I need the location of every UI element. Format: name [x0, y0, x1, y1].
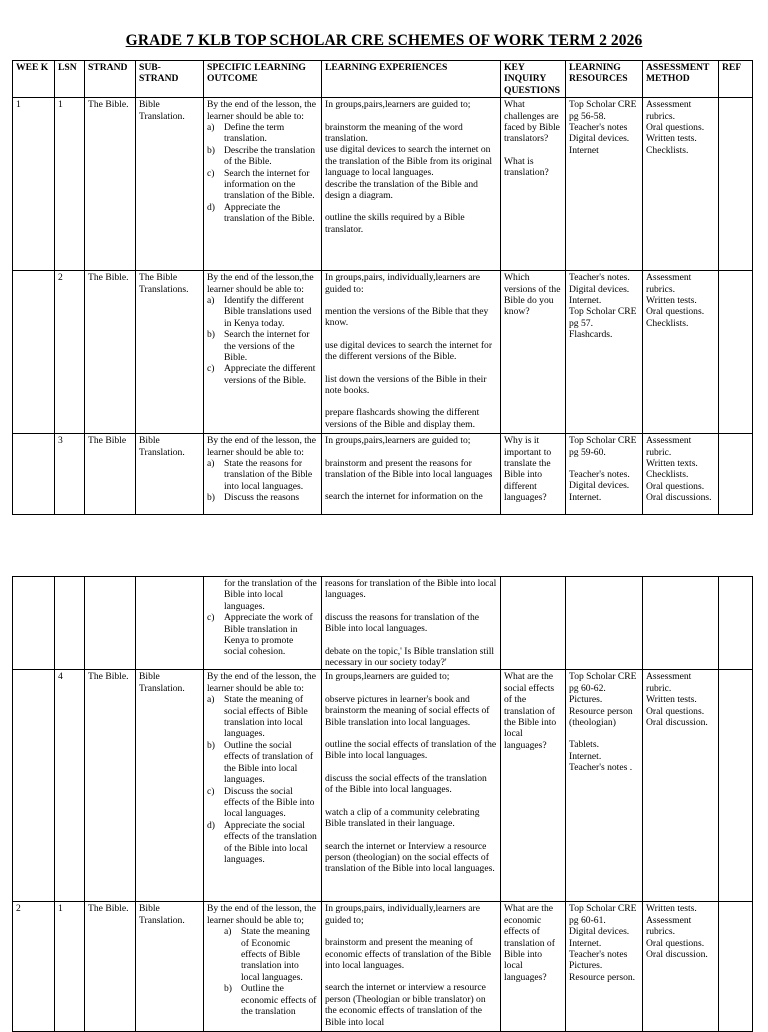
learning-resources-cell-line: Internet.	[569, 491, 602, 503]
learning-resources-cell-line: Digital devices.	[569, 283, 630, 295]
assessment-line: Assessment rubric.	[646, 671, 692, 694]
page-title: GRADE 7 KLB TOP SCHOLAR CRE SCHEMES OF WORK TERM 2 2026	[125, 32, 643, 49]
learning-experiences-cell-line: observe pictures in learner's book and brainstorm the meaning of social effects of Bible translation into local languages.	[325, 693, 490, 728]
ref-cell	[719, 271, 753, 434]
learning-experiences-cell-line: brainstorm and present the meaning of economic effects of translation of the Bible into local languages.	[325, 937, 492, 972]
learning-resources-cell-line: Flashcards.	[569, 329, 613, 341]
assessment-cell	[643, 902, 719, 1032]
outcome-item: c) Search the internet for information on the translation of the Bible.	[224, 168, 318, 202]
table-header-row	[13, 61, 753, 98]
learning-resources-cell-line: Top Scholar CRE pg 56-58.	[569, 99, 637, 122]
learning-experiences-cell	[322, 902, 501, 1032]
outcome-intro: By the end of the lesson, the learner should be able to:	[207, 435, 316, 458]
outcome-list	[207, 295, 318, 386]
assessment-line: Written tests.	[646, 694, 697, 706]
outcome-list	[207, 612, 318, 658]
assessment-line: Oral discussion.	[646, 717, 708, 729]
learning-experiences-cell-line: watch a clip of a community celebrating Bible translated in their language.	[325, 806, 480, 830]
assessment-line: Written tests.	[646, 295, 697, 307]
assessment-line: Assessment rubrics.	[646, 272, 692, 295]
learning-resources-cell	[566, 434, 643, 515]
table-row	[13, 902, 753, 1032]
learning-resources-cell-line: Resource person.	[569, 971, 636, 983]
learning-resources-cell-line: Internet.	[569, 937, 602, 949]
assessment-line: Written tests.	[646, 903, 697, 915]
ref-cell	[719, 902, 753, 1032]
week-cell	[13, 271, 55, 434]
key-inquiry-cell-line: Why is it important to translate the Bible into different languages?	[504, 435, 552, 504]
learning-resources-cell-line: Internet	[569, 144, 599, 156]
learning-resources-cell	[566, 902, 643, 1032]
learning-experiences-cell-line: In groups,pairs, individually,learners are guided to;	[325, 903, 480, 926]
sub-strand-cell: Bible Translation.	[136, 902, 204, 1032]
week-cell: 1	[13, 98, 55, 271]
learning-experiences-cell-line: use digital devices to search the internet for the different versions of the Bible.	[325, 339, 493, 363]
learning-experiences-cell-line: discuss the reasons for translation of the Bible into local languages.	[325, 611, 479, 635]
learning-resources-cell-line: Top Scholar CRE pg 57.	[569, 306, 637, 329]
outcome-list	[207, 926, 318, 1017]
header-strand: STRAND	[85, 61, 136, 98]
assessment-cell	[643, 434, 719, 515]
outcome-item: a) Define the term translation.	[224, 122, 318, 145]
learning-experiences-cell-line: In groups,pairs, individually,learners are guided to:	[325, 272, 480, 295]
assessment-line: Oral questions.	[646, 306, 705, 318]
learning-experiences-cell-line: use digital devices to search the internet on the translation of the Bible from its original language to local languages.	[325, 144, 493, 179]
header-learning-experiences: LEARNING EXPERIENCES	[322, 61, 501, 98]
learning-outcome-cell	[204, 902, 322, 1032]
outcome-intro: By the end of the lesson,the learner should be able to:	[207, 272, 314, 295]
learning-outcome-cell	[204, 670, 322, 902]
sub-strand-cell	[136, 577, 204, 670]
strand-cell: The Bible.	[85, 902, 136, 1032]
outcome-item: b) Describe the translation of the Bible.	[224, 145, 318, 168]
header-learning-resources: LEARNING RESOURCES	[566, 61, 643, 98]
table-row	[13, 271, 753, 434]
header-learning-outcome: SPECIFIC LEARNING OUTCOME	[204, 61, 322, 98]
week-cell	[13, 577, 55, 670]
header-sub-strand: SUB-STRAND	[136, 61, 204, 98]
learning-resources-cell	[566, 670, 643, 902]
key-inquiry-cell-line: Which versions of the Bible do you know?	[504, 272, 561, 318]
outcome-item: b) Outline the social effects of translation of the Bible into local languages.	[224, 740, 318, 786]
key-inquiry-cell-line: What are the economic effects of translation of Bible into local languages?	[504, 903, 555, 983]
outcome-item: b) Search the internet for the versions of the Bible.	[224, 329, 318, 363]
assessment-line: Oral questions.	[646, 705, 705, 717]
learning-experiences-cell-line: In groups,learners are guided to;	[325, 671, 450, 683]
learning-resources-cell-line: Teacher's notes .	[569, 762, 633, 774]
assessment-line: Checklists.	[646, 317, 689, 329]
learning-resources-cell-line: Top Scholar CRE pg 60-61.	[569, 903, 637, 926]
learning-resources-cell-line: Teacher's notes	[569, 949, 628, 961]
ref-cell	[719, 670, 753, 902]
outcome-item: d) Appreciate the social effects of the translation of the Bible into local languages.	[224, 820, 318, 866]
lesson-cell: 2	[55, 271, 85, 434]
sub-strand-cell: Bible Translation.	[136, 670, 204, 902]
strand-cell: The Bible.	[85, 98, 136, 271]
assessment-line: Assessment rubrics.	[646, 99, 692, 122]
ref-cell	[719, 577, 753, 670]
week-cell: 2	[13, 902, 55, 1032]
outcome-intro: By the end of the lesson, the learner should be able to;	[207, 903, 316, 926]
schemes-of-work-table	[12, 60, 753, 515]
table-row	[13, 577, 753, 670]
key-inquiry-cell	[501, 577, 566, 670]
assessment-line: Checklists.	[646, 144, 689, 156]
header-assessment-method: ASSESSMENT METHOD	[643, 61, 719, 98]
assessment-line: Oral discussion.	[646, 949, 708, 961]
sub-strand-cell: The Bible Translations.	[136, 271, 204, 434]
learning-resources-cell-line: Teacher's notes.	[569, 272, 630, 284]
ref-cell	[719, 98, 753, 271]
key-inquiry-cell	[501, 670, 566, 902]
learning-resources-cell-line: Top Scholar CRE pg 59-60.	[569, 435, 637, 458]
outcome-item: a) Identify the different Bible translations used in Kenya today.	[224, 295, 318, 329]
key-inquiry-cell-line: What is translation?	[504, 155, 549, 179]
learning-resources-cell-line: Internet.	[569, 295, 602, 307]
key-inquiry-cell-line: What are the social effects of the translation of the Bible into local languages?	[504, 671, 557, 751]
outcome-item: a) State the meaning of Economic effects of Bible translation into local languages.	[241, 926, 318, 983]
table-row	[13, 670, 753, 902]
table-row	[13, 98, 753, 271]
strand-cell: The Bible.	[85, 670, 136, 902]
learning-experiences-cell	[322, 577, 501, 670]
assessment-line: Assessment rubric.	[646, 435, 692, 458]
assessment-cell	[643, 271, 719, 434]
learning-experiences-cell-line: mention the versions of the Bible that they know.	[325, 306, 489, 329]
learning-experiences-cell-line: describe the translation of the Bible and design a diagram.	[325, 178, 478, 202]
outcome-item: b) Discuss the reasons	[224, 492, 318, 503]
assessment-cell	[643, 670, 719, 902]
learning-resources-cell-line: Internet.	[569, 750, 602, 762]
learning-experiences-cell-line: list down the versions of the Bible in their note books.	[325, 373, 487, 397]
learning-resources-cell-line: Digital devices.	[569, 133, 630, 145]
lesson-cell: 1	[55, 902, 85, 1032]
schemes-of-work-table-continued	[12, 576, 753, 1032]
key-inquiry-cell-line: What challenges are faced by Bible translators?	[504, 99, 560, 145]
strand-cell	[85, 577, 136, 670]
learning-resources-cell-line: Top Scholar CRE pg 60-62.	[569, 671, 637, 694]
learning-outcome-cell	[204, 271, 322, 434]
outcome-list	[207, 694, 318, 865]
table-row	[13, 434, 753, 515]
learning-experiences-cell-line: prepare flashcards showing the different versions of the Bible and display them.	[325, 407, 480, 430]
learning-experiences-cell-line: reasons for translation of the Bible into local languages.	[325, 578, 497, 601]
learning-experiences-cell-line: brainstorm the meaning of the word translation.	[325, 121, 463, 145]
sub-strand-cell: Bible Translation.	[136, 98, 204, 271]
header-key-inquiry-questions: KEY INQUIRY QUESTIONS	[501, 61, 566, 98]
sub-strand-cell: Bible Translation.	[136, 434, 204, 515]
learning-resources-cell-line: Teacher's notes.	[569, 469, 630, 481]
outcome-item: c) Appreciate the work of Bible translation in Kenya to promote social cohesion.	[224, 612, 318, 658]
assessment-line: Written texts.	[646, 458, 698, 470]
strand-cell: The Bible.	[85, 271, 136, 434]
header-lesson: LSN	[55, 61, 85, 98]
strand-cell: The Bible	[85, 434, 136, 515]
assessment-line: Oral questions.	[646, 480, 705, 492]
assessment-line: Checklists.	[646, 469, 689, 481]
learning-resources-cell-line: Digital devices.	[569, 480, 630, 492]
learning-outcome-cell	[204, 434, 322, 515]
learning-resources-cell	[566, 271, 643, 434]
learning-outcome-cell	[204, 577, 322, 670]
outcome-intro: By the end of the lesson, the learner should be able to:	[207, 671, 316, 694]
learning-resources-cell-line: Digital devices.	[569, 926, 630, 938]
outcome-item: c) Appreciate the different versions of the Bible.	[224, 363, 318, 386]
week-cell	[13, 434, 55, 515]
learning-resources-cell	[566, 577, 643, 670]
learning-experiences-cell-line: discuss the social effects of the translation of the Bible into local languages.	[325, 772, 487, 796]
learning-experiences-cell-line: debate on the topic,' Is Bible translation still necessary in our society today?'	[325, 645, 495, 669]
learning-resources-cell	[566, 98, 643, 271]
learning-resources-cell-line: Pictures.	[569, 960, 603, 972]
outcome-item: a) State the meaning of social effects of Bible translation into local languages.	[224, 694, 318, 740]
learning-resources-cell-line: Pictures.	[569, 694, 603, 706]
assessment-line: Oral questions.	[646, 937, 705, 949]
learning-experiences-cell-line: search the internet or interview a resource person (Theologian or bible translator) on the economic effects of translation of the Bible into local	[325, 982, 486, 1028]
learning-experiences-cell	[322, 670, 501, 902]
outcome-continued: for the translation of the Bible into local languages.	[224, 578, 317, 612]
lesson-cell: 3	[55, 434, 85, 515]
learning-outcome-cell	[204, 98, 322, 271]
learning-experiences-cell-line: outline the social effects of translation of the Bible into local languages.	[325, 739, 497, 762]
outcome-item: c) Discuss the social effects of the Bible into local languages.	[224, 786, 318, 820]
key-inquiry-cell	[501, 98, 566, 271]
lesson-cell	[55, 577, 85, 670]
header-week: WEE K	[13, 61, 55, 98]
outcome-intro: By the end of the lesson, the learner should be able to:	[207, 99, 316, 122]
ref-cell	[719, 434, 753, 515]
outcome-item: d) Appreciate the translation of the Bible.	[224, 202, 318, 225]
outcome-list	[207, 458, 318, 504]
lesson-cell: 1	[55, 98, 85, 271]
header-ref: REF	[719, 61, 753, 98]
learning-resources-cell-line: Tablets.	[569, 739, 599, 751]
learning-experiences-cell-line: In groups,pairs,learners are guided to;	[325, 99, 471, 111]
week-cell	[13, 670, 55, 902]
assessment-line: Written tests.	[646, 133, 697, 145]
key-inquiry-cell	[501, 434, 566, 515]
learning-experiences-cell	[322, 271, 501, 434]
key-inquiry-cell	[501, 271, 566, 434]
assessment-line: Oral discussions.	[646, 492, 712, 504]
assessment-line: Assessment rubrics.	[646, 914, 692, 938]
learning-resources-cell-line: Teacher's notes	[569, 122, 628, 134]
outcome-list	[207, 122, 318, 225]
key-inquiry-cell	[501, 902, 566, 1032]
outcome-item: a) State the reasons for translation of the Bible into local languages.	[224, 458, 318, 492]
lesson-cell: 4	[55, 670, 85, 902]
assessment-cell	[643, 577, 719, 670]
learning-experiences-cell-line: search the internet or Interview a resource person (theologian) on the social effects of translation of the Bible into local languages.	[325, 840, 495, 875]
learning-experiences-cell-line: brainstorm and present the reasons for translation of the Bible into local languages	[325, 457, 493, 481]
learning-experiences-cell-line: outline the skills required by a Bible translator.	[325, 212, 465, 235]
learning-experiences-cell	[322, 434, 501, 515]
outcome-item: b) Outline the economic effects of the translation	[241, 983, 318, 1017]
learning-resources-cell-line: Resource person (theologian)	[569, 705, 633, 729]
learning-experiences-cell	[322, 98, 501, 271]
learning-experiences-cell-line: search the internet for information on the	[325, 491, 483, 503]
learning-experiences-cell-line: In groups,pairs,learners are guided to;	[325, 435, 471, 447]
assessment-line: Oral questions.	[646, 122, 705, 134]
assessment-cell	[643, 98, 719, 271]
